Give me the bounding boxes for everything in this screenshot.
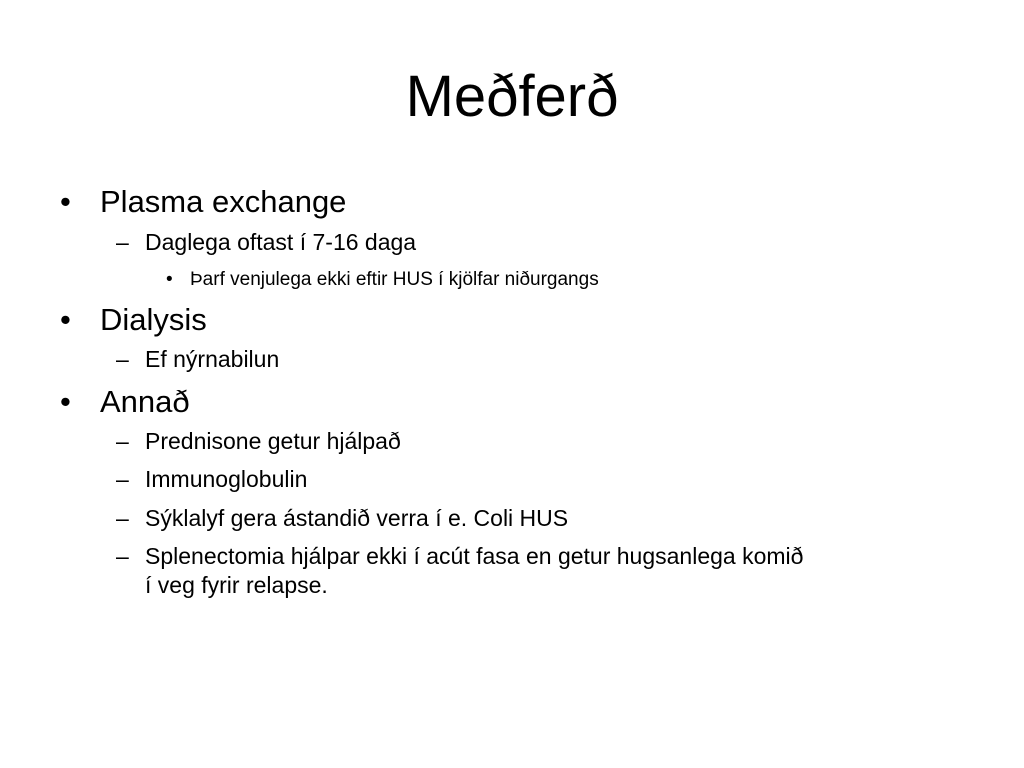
dash-marker: – [116,543,129,569]
dash-marker: – [116,428,129,454]
list-item-annad: Annað [100,384,190,419]
bullet-marker: • [60,184,71,219]
dash-marker: – [116,346,129,372]
slide-title: Meðferð [405,64,619,129]
list-item-immunoglobulin: Immunoglobulin [145,466,308,492]
list-item-splenectomia: Splenectomia hjálpar ekki í acút fasa en getur hugsanlega komið [145,543,804,569]
list-item-syklalyf: Sýklalyf gera ástandið verra í e. Coli HUS [145,505,569,531]
list-item-nyrnabilun: Ef nýrnabilun [145,346,280,372]
list-item-daglega: Daglega oftast í 7-16 daga [145,229,417,255]
list-item-tharf: Þarf venjulega ekki eftir HUS í kjölfar niðurgangs [190,269,599,290]
list-item-dialysis: Dialysis [100,302,207,337]
dash-marker: – [116,466,129,492]
bullet-marker: • [60,302,71,337]
list-item-plasma-exchange: Plasma exchange [100,184,347,219]
bullet-marker: • [60,384,71,419]
list-item-prednisone: Prednisone getur hjálpað [145,428,401,454]
dash-marker: – [116,229,129,255]
dash-marker: – [116,505,129,531]
list-item-splenectomia-continued: í veg fyrir relapse. [145,572,328,598]
bullet-marker: • [166,269,173,290]
